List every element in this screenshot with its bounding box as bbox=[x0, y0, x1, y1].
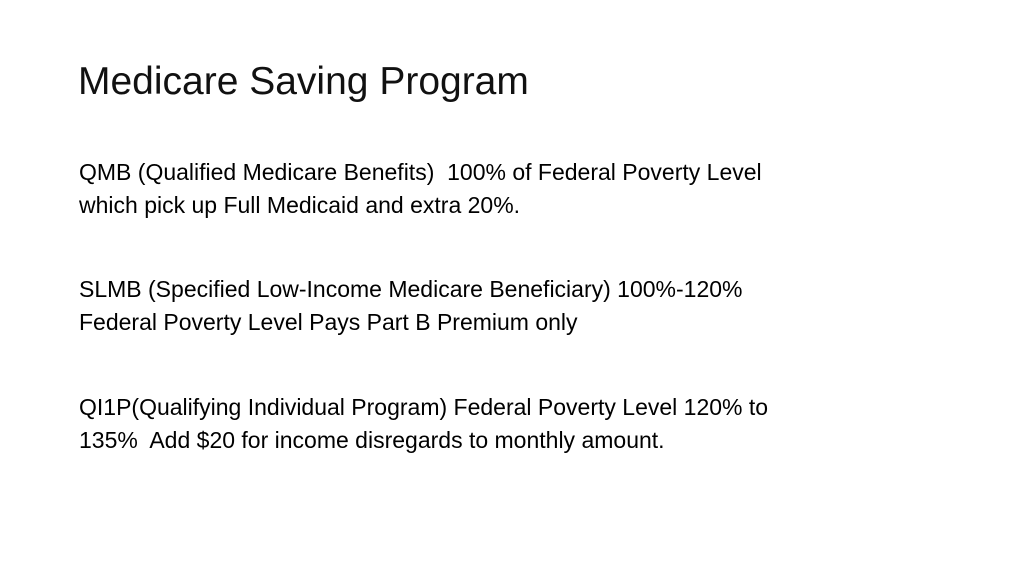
qi1p-line-2: 135% Add $20 for income disregards to monthly amount. bbox=[79, 427, 665, 453]
slmb-line-2: Federal Poverty Level Pays Part B Premium only bbox=[79, 309, 578, 335]
qi1p-line-1: QI1P(Qualifying Individual Program) Federal Poverty Level 120% to bbox=[79, 394, 769, 420]
slmb-paragraph bbox=[79, 273, 959, 339]
qmb-line-1: QMB (Qualified Medicare Benefits) 100% of Federal Poverty Level bbox=[79, 159, 762, 185]
slide-title: Medicare Saving Program bbox=[78, 60, 529, 103]
qmb-paragraph bbox=[79, 156, 959, 222]
slmb-line-1: SLMB (Specified Low-Income Medicare Beneficiary) 100%-120% bbox=[79, 276, 743, 302]
qmb-line-2: which pick up Full Medicaid and extra 20%. bbox=[79, 192, 521, 218]
qi1p-paragraph bbox=[79, 391, 959, 457]
